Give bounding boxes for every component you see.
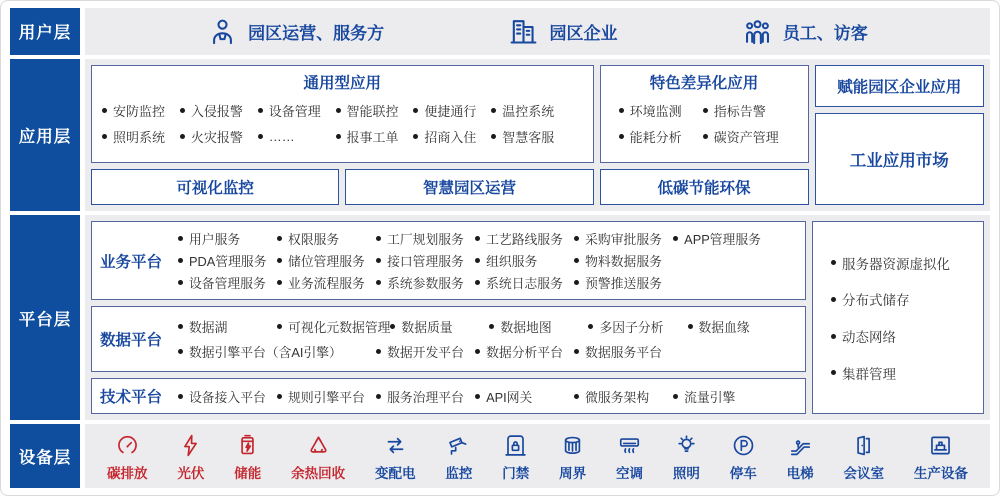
bullet-label: 工厂规划服务 bbox=[387, 232, 464, 248]
scene-box-smart-park-operation: 智慧园区运营 bbox=[345, 169, 593, 205]
bullet-dot-icon bbox=[475, 258, 480, 263]
icon-label: 储能 bbox=[234, 465, 262, 481]
bullet-row bbox=[178, 273, 797, 292]
tech-platform-title: 技术平台 bbox=[100, 389, 163, 407]
bullet-dot-icon bbox=[277, 324, 282, 329]
bullet-label: 业务流程服务 bbox=[288, 276, 365, 292]
bullet-item bbox=[277, 273, 376, 292]
access-lock-item bbox=[502, 433, 529, 482]
bullet-dot-icon bbox=[475, 236, 480, 241]
bullet-dot-icon bbox=[491, 108, 496, 113]
bullet-item bbox=[102, 101, 180, 120]
bullet-item bbox=[588, 317, 687, 336]
bullet-label: 设备管理服务 bbox=[189, 276, 266, 292]
bullet-label: 组织服务 bbox=[486, 254, 538, 270]
icon-label: 照明 bbox=[672, 465, 700, 481]
user-layer-content bbox=[85, 8, 990, 55]
bullet-label: 权限服务 bbox=[288, 232, 340, 248]
bullet-item bbox=[574, 387, 673, 406]
data-platform-box bbox=[91, 306, 806, 372]
bullet-dot-icon bbox=[102, 108, 107, 113]
tech-platform-items bbox=[178, 383, 797, 409]
gauge-icon bbox=[115, 433, 140, 458]
buildings-item bbox=[508, 16, 617, 47]
bullet-row bbox=[178, 342, 797, 361]
bullet-dot-icon bbox=[102, 134, 107, 139]
platform-layer-content bbox=[85, 215, 990, 420]
bullet-label: 分布式储存 bbox=[842, 293, 910, 309]
bullet-item bbox=[376, 342, 475, 361]
bullet-label: 数据服务平台 bbox=[585, 345, 662, 360]
bullet-dot-icon bbox=[831, 260, 836, 265]
general-apps-title: 通用型应用 bbox=[303, 74, 382, 92]
bullet-item bbox=[688, 317, 787, 336]
bullet-label: 系统日志服务 bbox=[486, 276, 563, 292]
bullet-item bbox=[475, 229, 574, 248]
bullet-item bbox=[673, 229, 772, 248]
bullet-row bbox=[831, 253, 979, 273]
bullet-item bbox=[831, 326, 896, 346]
bullet-dot-icon bbox=[574, 236, 579, 241]
bullet-row bbox=[831, 326, 979, 346]
application-layer bbox=[10, 59, 990, 211]
bullet-dot-icon bbox=[180, 134, 185, 139]
tech-platform-box bbox=[91, 378, 806, 414]
bullet-item bbox=[180, 101, 258, 120]
special-apps-column bbox=[600, 65, 809, 205]
bullet-dot-icon bbox=[619, 108, 624, 113]
parking-icon bbox=[731, 433, 756, 458]
bullet-item bbox=[574, 229, 673, 248]
bullet-label: 预警推送服务 bbox=[585, 276, 662, 292]
bullet-label: 便捷通行 bbox=[424, 103, 477, 119]
bullet-label: 储位管理服务 bbox=[288, 254, 365, 270]
light-bulb-item bbox=[673, 433, 700, 482]
bullet-dot-icon bbox=[178, 394, 183, 399]
icon-label: 余热回收 bbox=[291, 465, 346, 481]
bullet-item bbox=[831, 363, 896, 383]
special-apps-items bbox=[611, 93, 798, 154]
bullet-row bbox=[611, 101, 798, 120]
bullet-item bbox=[376, 273, 475, 292]
icon-label: 监控 bbox=[445, 465, 473, 481]
bullet-label: 数据质量 bbox=[401, 320, 453, 336]
infrastructure-box bbox=[812, 221, 984, 414]
bullet-label: 温控系统 bbox=[502, 103, 555, 119]
user-layer bbox=[10, 8, 990, 55]
bullet-dot-icon bbox=[413, 134, 418, 139]
recycle-item bbox=[291, 433, 345, 482]
bullet-dot-icon bbox=[475, 394, 480, 399]
bullet-item bbox=[695, 101, 779, 120]
access-lock-icon bbox=[503, 433, 528, 458]
bullet-label: 用户服务 bbox=[189, 232, 241, 248]
meeting-room-item bbox=[844, 433, 885, 482]
bullet-row bbox=[178, 251, 797, 270]
icon-label: 园区运营、服务方 bbox=[248, 23, 385, 43]
bullet-dot-icon bbox=[673, 236, 678, 241]
bullet-label: 物料数据服务 bbox=[585, 254, 662, 270]
bullet-dot-icon bbox=[277, 258, 282, 263]
bullet-label: 碳资产管理 bbox=[713, 130, 779, 146]
bullet-dot-icon bbox=[376, 349, 381, 354]
perimeter-item bbox=[559, 433, 586, 482]
bullet-row bbox=[831, 289, 979, 309]
general-apps-items bbox=[102, 93, 583, 154]
bullet-item bbox=[102, 127, 180, 146]
business-platform-items bbox=[178, 226, 797, 295]
device-layer-label: 设备层 bbox=[10, 424, 80, 488]
bullet-item bbox=[475, 251, 574, 270]
general-apps-box bbox=[91, 65, 594, 163]
bullet-label: 服务器资源虚拟化 bbox=[842, 256, 950, 272]
bullet-label: 数据引擎平台（含AI引擎） bbox=[189, 345, 342, 360]
gauge-item bbox=[107, 433, 148, 482]
bullet-item bbox=[376, 387, 475, 406]
special-apps-box bbox=[600, 65, 809, 163]
bullet-dot-icon bbox=[178, 324, 183, 329]
device-layer bbox=[10, 424, 990, 488]
bullet-item bbox=[178, 387, 277, 406]
bullet-item bbox=[574, 342, 673, 361]
bullet-item bbox=[178, 229, 277, 248]
platform-layer-label: 平台层 bbox=[10, 215, 80, 420]
bullet-label: 招商入住 bbox=[424, 130, 477, 146]
bullet-item bbox=[611, 101, 695, 120]
bullet-dot-icon bbox=[475, 280, 480, 285]
bullet-dot-icon bbox=[619, 134, 624, 139]
bullet-dot-icon bbox=[178, 258, 183, 263]
right-apps-column bbox=[815, 65, 985, 205]
scene-boxes-row bbox=[91, 169, 594, 205]
bullet-label: 集群管理 bbox=[842, 366, 896, 382]
bullet-item bbox=[611, 127, 695, 146]
bullet-label: 多因子分析 bbox=[599, 320, 664, 336]
bullet-label: 能耗分析 bbox=[629, 130, 682, 146]
icon-label: 会议室 bbox=[843, 465, 884, 481]
bullet-label: 系统参数服务 bbox=[387, 276, 464, 292]
bullet-dot-icon bbox=[413, 108, 418, 113]
bullet-item bbox=[336, 127, 414, 146]
business-platform-box bbox=[91, 221, 806, 300]
bullet-item bbox=[491, 127, 569, 146]
bullet-dot-icon bbox=[376, 280, 381, 285]
bullet-label: 接口管理服务 bbox=[387, 254, 464, 270]
bullet-row bbox=[102, 127, 583, 146]
bullet-dot-icon bbox=[277, 394, 282, 399]
escalator-icon bbox=[788, 433, 813, 458]
bullet-item bbox=[491, 101, 569, 120]
platform-layer bbox=[10, 215, 990, 420]
bullet-label: 智慧客服 bbox=[502, 130, 555, 146]
bullet-dot-icon bbox=[178, 280, 183, 285]
bullet-label: APP管理服务 bbox=[684, 232, 761, 248]
bullet-dot-icon bbox=[574, 258, 579, 263]
bullet-dot-icon bbox=[574, 394, 579, 399]
cctv-icon bbox=[446, 433, 471, 458]
bullet-item bbox=[413, 127, 491, 146]
icon-label: 停车 bbox=[729, 465, 757, 481]
bullet-dot-icon bbox=[376, 258, 381, 263]
bullet-dot-icon bbox=[574, 280, 579, 285]
bullet-label: 可视化元数据管理 bbox=[288, 320, 391, 336]
bullet-dot-icon bbox=[336, 108, 341, 113]
bullet-item bbox=[277, 317, 390, 336]
icon-label: 园区企业 bbox=[549, 23, 618, 43]
bullet-item bbox=[695, 127, 779, 146]
bullet-dot-icon bbox=[178, 236, 183, 241]
bullet-item bbox=[258, 129, 336, 144]
exchange-item bbox=[375, 433, 416, 482]
data-platform-items bbox=[178, 311, 797, 367]
bullet-dot-icon bbox=[180, 108, 185, 113]
bullet-label: API网关 bbox=[486, 389, 533, 405]
production-machine-item bbox=[914, 433, 968, 482]
bullet-item bbox=[489, 317, 588, 336]
escalator-item bbox=[787, 433, 814, 482]
bullet-label: 数据湖 bbox=[189, 320, 228, 336]
lightning-item bbox=[177, 433, 204, 482]
bullet-item bbox=[178, 317, 277, 336]
bullet-row bbox=[611, 127, 798, 146]
perimeter-icon bbox=[560, 433, 585, 458]
bullet-item bbox=[831, 289, 910, 309]
lightning-icon bbox=[178, 433, 203, 458]
bullet-item bbox=[376, 251, 475, 270]
scene-box-visual-monitoring: 可视化监控 bbox=[91, 169, 339, 205]
bullet-dot-icon bbox=[376, 394, 381, 399]
icon-label: 变配电 bbox=[375, 465, 416, 481]
bullet-item bbox=[574, 251, 673, 270]
bullet-item bbox=[258, 101, 336, 120]
worker-icon bbox=[207, 16, 238, 47]
bullet-row bbox=[178, 317, 797, 336]
bullet-row bbox=[102, 101, 583, 120]
bullet-item bbox=[475, 387, 574, 406]
bullet-label: 数据地图 bbox=[500, 320, 552, 336]
people-group-item bbox=[742, 16, 868, 47]
bullet-label: 工艺路线服务 bbox=[486, 232, 563, 248]
bullet-item bbox=[178, 342, 376, 361]
bullet-dot-icon bbox=[258, 134, 263, 139]
bullet-dot-icon bbox=[475, 349, 480, 354]
bullet-label: 设备管理 bbox=[268, 103, 321, 119]
bullet-item bbox=[831, 253, 950, 273]
bullet-dot-icon bbox=[831, 334, 836, 339]
bullet-dot-icon bbox=[673, 394, 678, 399]
bullet-item bbox=[475, 273, 574, 292]
air-conditioner-icon bbox=[617, 433, 642, 458]
bullet-label: 环境监测 bbox=[629, 103, 682, 119]
bullet-item bbox=[475, 342, 574, 361]
icon-label: 员工、访客 bbox=[782, 23, 868, 43]
recycle-icon bbox=[306, 433, 331, 458]
scene-box-low-carbon: 低碳节能环保 bbox=[600, 169, 809, 205]
battery-item bbox=[234, 433, 261, 482]
bullet-label: 设备接入平台 bbox=[189, 389, 266, 405]
bullet-dot-icon bbox=[831, 370, 836, 375]
air-conditioner-item bbox=[616, 433, 643, 482]
bullet-label: 照明系统 bbox=[113, 130, 166, 146]
bullet-item bbox=[336, 101, 414, 120]
bullet-dot-icon bbox=[703, 108, 708, 113]
icon-label: 门禁 bbox=[502, 465, 530, 481]
bullet-label: 火灾报警 bbox=[190, 130, 243, 146]
buildings-icon bbox=[508, 16, 539, 47]
bullet-item bbox=[180, 127, 258, 146]
platform-boxes-column bbox=[91, 221, 806, 414]
icon-label: 光伏 bbox=[177, 465, 205, 481]
bullet-item bbox=[673, 387, 772, 406]
bullet-item bbox=[376, 229, 475, 248]
bullet-label: 数据开发平台 bbox=[387, 345, 464, 360]
bullet-item bbox=[277, 229, 376, 248]
bullet-dot-icon bbox=[376, 236, 381, 241]
icon-label: 空调 bbox=[616, 465, 643, 481]
business-platform-title: 业务平台 bbox=[100, 253, 163, 271]
application-layer-label: 应用层 bbox=[10, 59, 80, 211]
bullet-label: 报事工单 bbox=[346, 130, 399, 146]
bullet-label: 数据血缘 bbox=[698, 320, 750, 336]
data-platform-title: 数据平台 bbox=[100, 332, 163, 350]
icon-label: 电梯 bbox=[786, 465, 814, 481]
bullet-row bbox=[178, 229, 797, 248]
bullet-dot-icon bbox=[688, 324, 693, 329]
bullet-label: 微服务架构 bbox=[585, 389, 650, 405]
general-apps-column bbox=[91, 65, 594, 205]
bullet-label: 指标告警 bbox=[713, 103, 766, 119]
bullet-item bbox=[413, 101, 491, 120]
bullet-label: 规则引擎平台 bbox=[288, 389, 365, 405]
infrastructure-items bbox=[831, 236, 979, 399]
bullet-label: 服务治理平台 bbox=[387, 389, 464, 405]
cctv-item bbox=[445, 433, 472, 482]
bullet-dot-icon bbox=[831, 297, 836, 302]
bullet-item bbox=[178, 251, 277, 270]
bullet-dot-icon bbox=[574, 349, 579, 354]
bullet-dot-icon bbox=[390, 324, 395, 329]
device-layer-content bbox=[85, 424, 990, 488]
special-apps-title: 特色差异化应用 bbox=[649, 74, 759, 92]
parking-item bbox=[730, 433, 757, 482]
industrial-app-market-box: 工业应用市场 bbox=[815, 113, 985, 205]
bullet-dot-icon bbox=[277, 236, 282, 241]
bullet-label: 安防监控 bbox=[113, 103, 166, 119]
icon-label: 周界 bbox=[559, 465, 587, 481]
application-layer-content bbox=[85, 59, 990, 211]
icon-label: 生产设备 bbox=[913, 465, 968, 481]
bullet-item bbox=[574, 273, 673, 292]
production-machine-icon bbox=[928, 433, 953, 458]
bullet-dot-icon bbox=[489, 324, 494, 329]
meeting-room-icon bbox=[851, 433, 876, 458]
user-layer-label: 用户层 bbox=[10, 8, 80, 55]
bullet-label: 采购审批服务 bbox=[585, 232, 662, 248]
bullet-dot-icon bbox=[703, 134, 708, 139]
bullet-dot-icon bbox=[588, 324, 593, 329]
bullet-row bbox=[831, 363, 979, 383]
bullet-row bbox=[178, 387, 797, 406]
bullet-label: PDA管理服务 bbox=[189, 254, 267, 270]
bullet-label: 入侵报警 bbox=[190, 103, 243, 119]
bullet-dot-icon bbox=[491, 134, 496, 139]
bullet-item bbox=[178, 273, 277, 292]
exchange-icon bbox=[383, 433, 408, 458]
icon-label: 碳排放 bbox=[107, 465, 148, 481]
bullet-label: 智能联控 bbox=[346, 103, 399, 119]
light-bulb-icon bbox=[674, 433, 699, 458]
bullet-dot-icon bbox=[336, 134, 341, 139]
bullet-dot-icon bbox=[258, 108, 263, 113]
bullet-label: 动态网络 bbox=[842, 330, 896, 346]
battery-icon bbox=[235, 433, 260, 458]
bullet-label: …… bbox=[268, 129, 295, 145]
bullet-item bbox=[277, 251, 376, 270]
worker-item bbox=[207, 16, 384, 47]
people-group-icon bbox=[742, 16, 773, 47]
bullet-item bbox=[390, 317, 489, 336]
bullet-dot-icon bbox=[277, 280, 282, 285]
bullet-dot-icon bbox=[178, 349, 183, 354]
bullet-label: 流量引擎 bbox=[684, 389, 736, 405]
empower-enterprise-box: 赋能园区企业应用 bbox=[815, 65, 985, 107]
bullet-label: 数据分析平台 bbox=[486, 345, 563, 360]
bullet-item bbox=[277, 387, 376, 406]
